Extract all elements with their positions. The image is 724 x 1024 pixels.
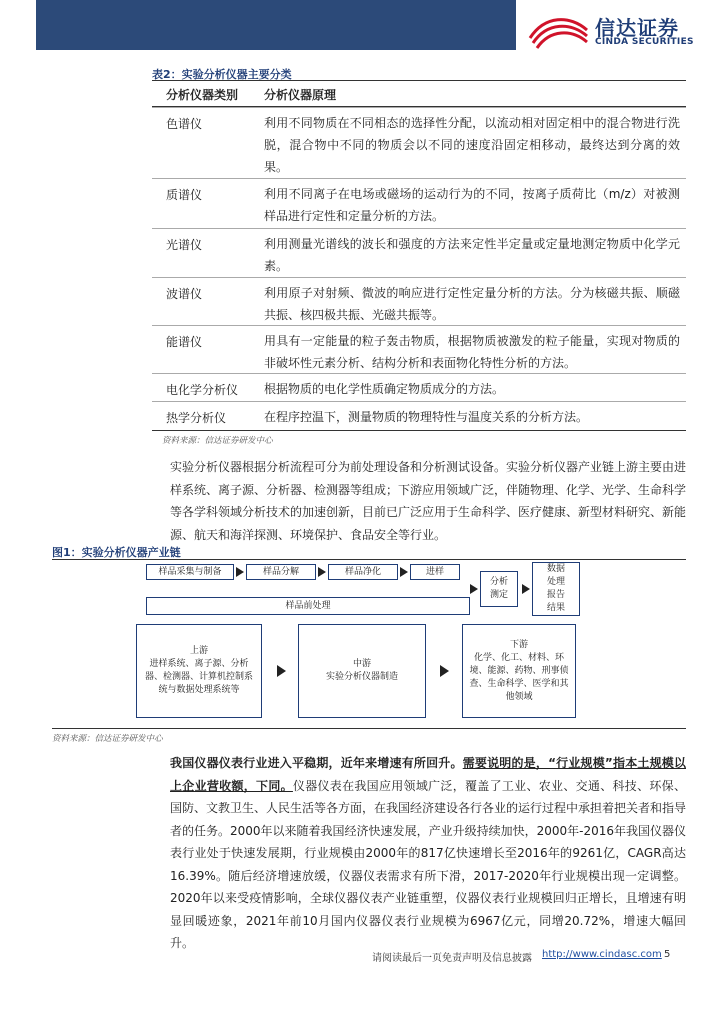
row-category: 电化学分析仪: [166, 383, 239, 397]
row-description: 利用测量光谱线的波长和强度的方法来定性半定量或定量地测定物质中化学元素。: [264, 237, 680, 273]
table-source: 资料来源：信达证券研发中心: [162, 436, 273, 446]
upstream-title: 上游: [189, 646, 208, 656]
row-description: 利用原子对射频、微波的响应进行定性定量分析的方法。分为核磁共振、顺磁共振、核四极共振、光磁共振等。: [264, 286, 680, 322]
arrow-right-icon: [440, 665, 449, 677]
figure-title: 图1：实验分析仪器产业链: [52, 546, 181, 559]
midstream-box: [298, 624, 426, 718]
upstream-box: [136, 624, 262, 718]
paragraph-instrument-industry: [170, 752, 686, 955]
arrow-right-icon: [400, 567, 408, 577]
logo-text-en: CINDA SECURITIES: [595, 37, 694, 47]
page-number: 5: [664, 949, 671, 960]
arrow-right-icon: [236, 567, 244, 577]
row-description: 在程序控温下，测量物质的物理特性与温度关系的分析方法。: [264, 410, 589, 424]
report-box: 数据处理报告结果: [532, 562, 580, 616]
step-injection: 进样: [410, 564, 460, 580]
arrow-right-icon: [318, 567, 326, 577]
row-category: 波谱仪: [166, 287, 203, 301]
row-category: 质谱仪: [166, 188, 203, 202]
step-sample-decompose: 样品分解: [246, 564, 316, 580]
table-row: [152, 178, 686, 229]
para2-bold: 我国仪器仪表行业进入平稳期，近年来增速有所回升。: [170, 756, 463, 770]
row-description: 根据物质的电化学性质确定物质成分的方法。: [264, 382, 505, 396]
analysis-box: 分析测定: [480, 571, 518, 607]
step-sample-prep: 样品采集与制备: [146, 564, 234, 580]
row-description: 用具有一定能量的粒子轰击物质，根据物质被激发的粒子能量，实现对物质的非破坏性元素分析、结构分析和表面物化特性分析的方法。: [264, 334, 680, 370]
table-header-category: 分析仪器类别: [166, 88, 239, 102]
row-category: 色谱仪: [166, 117, 203, 131]
pretreatment-box: 样品前处理: [146, 597, 470, 615]
row-description: 利用不同物质在不同相态的选择性分配，以流动相对固定相中的混合物进行洗脱，混合物中不同的物质会以不同的速度沿固定相移动，最终达到分离的效果。: [264, 116, 680, 174]
footer-link[interactable]: http://www.cindasc.com: [542, 949, 662, 960]
footer-disclaimer: 请阅读最后一页免责声明及信息披露: [372, 953, 532, 964]
table-title: 表2：实验分析仪器主要分类: [152, 68, 292, 81]
table-header-principle: 分析仪器原理: [264, 88, 337, 102]
arrow-right-icon: [522, 584, 530, 594]
logo-text-cn: 信达证券: [595, 16, 679, 40]
para2-bold-underline: 需要说明的是，“行业规模”指本土规模以上企业营收额，下同。: [170, 756, 686, 793]
row-category: 热学分析仪: [166, 411, 227, 425]
row-category: 光谱仪: [166, 238, 203, 252]
table-bottom-rule: [152, 430, 686, 431]
paragraph-industry-chain: 实验分析仪器根据分析流程可分为前处理设备和分析测试设备。实验分析仪器产业链上游主要由进样系统、离子源、分析器、检测器等组成；下游应用领域广泛，伴随物理、化学、光学、生命科学等各学科领域分析技术的加速创新，目前已广泛应用于生命科学、医疗健康、新型材料研究、新能源、航天和海洋探测、环境保护、食品安全等行业。: [170, 460, 687, 542]
midstream-body: 实验分析仪器制造: [325, 672, 398, 682]
para2-body: 仪器仪表在我国应用领域广泛，覆盖了工业、农业、交通、科技、环保、国防、文教卫生、人民生活等各方面，在我国经济建设各行各业的运行过程中承担着把关者和指导者的任务。2000年以来随着我国经济快速发展，产业升级持续加快，2000年-2016年我国仪器仪表行业处于快速发展期，行业规模由2000年的817亿快速增长至2016年的9261亿，CAGR高达16.39%。随后经济增速放缓，仪器仪表需求有所下滑，2017-2020年行业规模出现一定调整。2020年以来受疫情影响，全球仪器仪表产业链重塑，仪器仪表行业规模回归正增长，且增速有明显回暖迹象，2021年前10月国内仪器仪表行业规模为6967亿元，同增20.72%，增速大幅回升。: [170, 778, 687, 950]
upstream-body: 进样系统、离子源、分析器、检测器、计算机控制系统与数据处理系统等: [145, 659, 254, 695]
figure-bottom-rule: [52, 728, 686, 729]
figure-source: 资料来源：信达证券研发中心: [52, 734, 163, 744]
table-row: [152, 401, 686, 431]
table-row: [152, 228, 686, 278]
step-sample-purify: 样品净化: [328, 564, 398, 580]
downstream-box: [462, 624, 576, 718]
table-row: [152, 107, 686, 179]
table-row: [152, 373, 686, 402]
figure-top-rule: [52, 559, 686, 560]
midstream-title: 中游: [352, 659, 371, 669]
arrow-right-icon: [470, 584, 478, 594]
downstream-body: 化学、化工、材料、环境、能源、药物、刑事侦查、生命科学、医学和其他领域: [469, 652, 569, 702]
row-description: 利用不同离子在电场或磁场的运动行为的不同，按离子质荷比（m/z）对被测样品进行定性和定量分析的方法。: [264, 187, 680, 223]
table-row: [152, 325, 686, 374]
downstream-title: 下游: [509, 639, 528, 650]
table-row: [152, 277, 686, 326]
arrow-right-icon: [277, 665, 286, 677]
row-category: 能谱仪: [166, 335, 203, 349]
table-top-rule: [152, 80, 686, 81]
header-band: [36, 0, 516, 50]
